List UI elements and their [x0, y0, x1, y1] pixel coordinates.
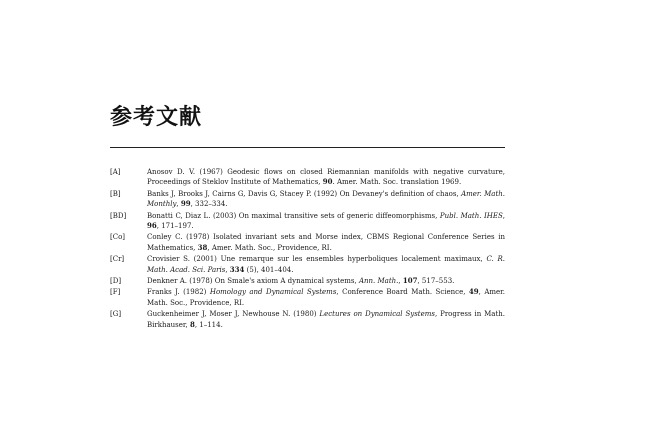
reference-text-segment: , Amer. Math. Soc., Providence, RI.	[207, 243, 332, 252]
reference-item	[110, 276, 505, 286]
reference-volume: 8	[189, 319, 195, 329]
reference-item	[110, 232, 505, 253]
reference-volume: 49	[468, 287, 479, 297]
reference-text	[147, 310, 505, 328]
reference-text-segment: Bonatti C, Diaz L. (2003) On maximal transitive sets of generic diffeomorphisms,	[147, 211, 440, 220]
reference-text	[147, 168, 505, 186]
reference-text-segment: , 517–553.	[417, 277, 455, 286]
reference-tag: [Co]	[110, 233, 126, 242]
reference-volume: 107	[402, 276, 418, 286]
reference-volume: 99	[180, 199, 191, 209]
page-title: 参考文献	[110, 105, 203, 130]
reference-tag: [BD]	[110, 211, 127, 220]
reference-tag: [G]	[110, 310, 122, 319]
reference-text-segment: Anosov D. V. (1967) Geodesic flows on closed Riemannian manifolds with negative curvature, Proceedings of Steklov Institute of Mathematics,	[147, 168, 505, 187]
reference-item	[110, 211, 505, 232]
reference-item	[110, 167, 505, 188]
reference-italic-text: Amer. Math. Monthly	[147, 189, 506, 209]
reference-text-segment: , Progress in Math. Birkhauser,	[147, 310, 505, 329]
reference-tag: [A]	[110, 168, 121, 176]
reference-text-segment: , Conference Board Math. Science,	[336, 288, 469, 297]
reference-text-segment: Guckenheimer J, Moser J, Newhouse N. (1980)	[147, 310, 320, 319]
reference-text-segment: . Amer. Math. Soc. translation 1969.	[332, 178, 462, 187]
reference-text-segment: , 171–197.	[156, 222, 194, 231]
reference-text	[147, 233, 505, 251]
reference-text-segment: Conley C. (1978) Isolated invariant sets and Morse index, CBMS Regional Conference Series in Mathematics,	[147, 233, 505, 252]
reference-text-segment: , 1–114.	[194, 320, 223, 329]
reference-text-segment: , Amer. Math. Soc., Providence, RI.	[147, 288, 505, 307]
reference-text-segment: (5), 401–404.	[244, 265, 294, 274]
reference-text-segment: ,	[176, 200, 181, 209]
reference-italic-text: Publ. Math. IHES	[439, 211, 503, 220]
reference-text	[147, 255, 505, 273]
reference-italic-text: Lectures on Dynamical Systems	[319, 310, 435, 319]
reference-tag: [Cr]	[110, 255, 125, 264]
reference-tag: [B]	[110, 189, 121, 198]
reference-italic-text: C. R. Math. Acad. Sci. Paris	[147, 255, 505, 274]
reference-italic-text: Ann. Math.	[358, 277, 399, 286]
reference-text	[147, 288, 505, 306]
reference-list	[110, 167, 505, 331]
reference-volume: 96	[147, 221, 157, 231]
reference-item	[110, 287, 505, 308]
reference-text-segment: Crovisier S. (2001) Une remarque sur les ensembles hyperboliques localement maximaux,	[147, 255, 487, 264]
reference-text-segment: Denkner A. (1978) On Smale's axiom A dynamical systems,	[147, 277, 359, 286]
header-rule	[110, 147, 505, 148]
reference-text-segment: ,	[398, 277, 403, 286]
reference-tag: [F]	[110, 288, 121, 297]
reference-text	[147, 190, 505, 208]
reference-tag: [D]	[110, 277, 122, 286]
reference-text-segment: ,	[502, 211, 506, 220]
reference-text-segment: Banks J, Brooks J, Cairns G, Davis G, Stacey P. (1992) On Devaney's definition of chaos,	[147, 189, 462, 198]
reference-text	[147, 212, 505, 230]
reference-italic-text: Homology and Dynamical Systems	[209, 288, 337, 297]
reference-volume: 90	[322, 177, 333, 187]
reference-text-segment: ,	[225, 265, 230, 274]
reference-volume: 38	[197, 242, 208, 252]
reference-volume: 334	[229, 264, 245, 274]
reference-item	[110, 309, 505, 330]
reference-text	[147, 277, 454, 285]
reference-text-segment: , 332–334.	[190, 200, 228, 209]
reference-item	[110, 254, 505, 275]
reference-item	[110, 189, 505, 210]
reference-text-segment: Franks J. (1982)	[147, 288, 210, 297]
